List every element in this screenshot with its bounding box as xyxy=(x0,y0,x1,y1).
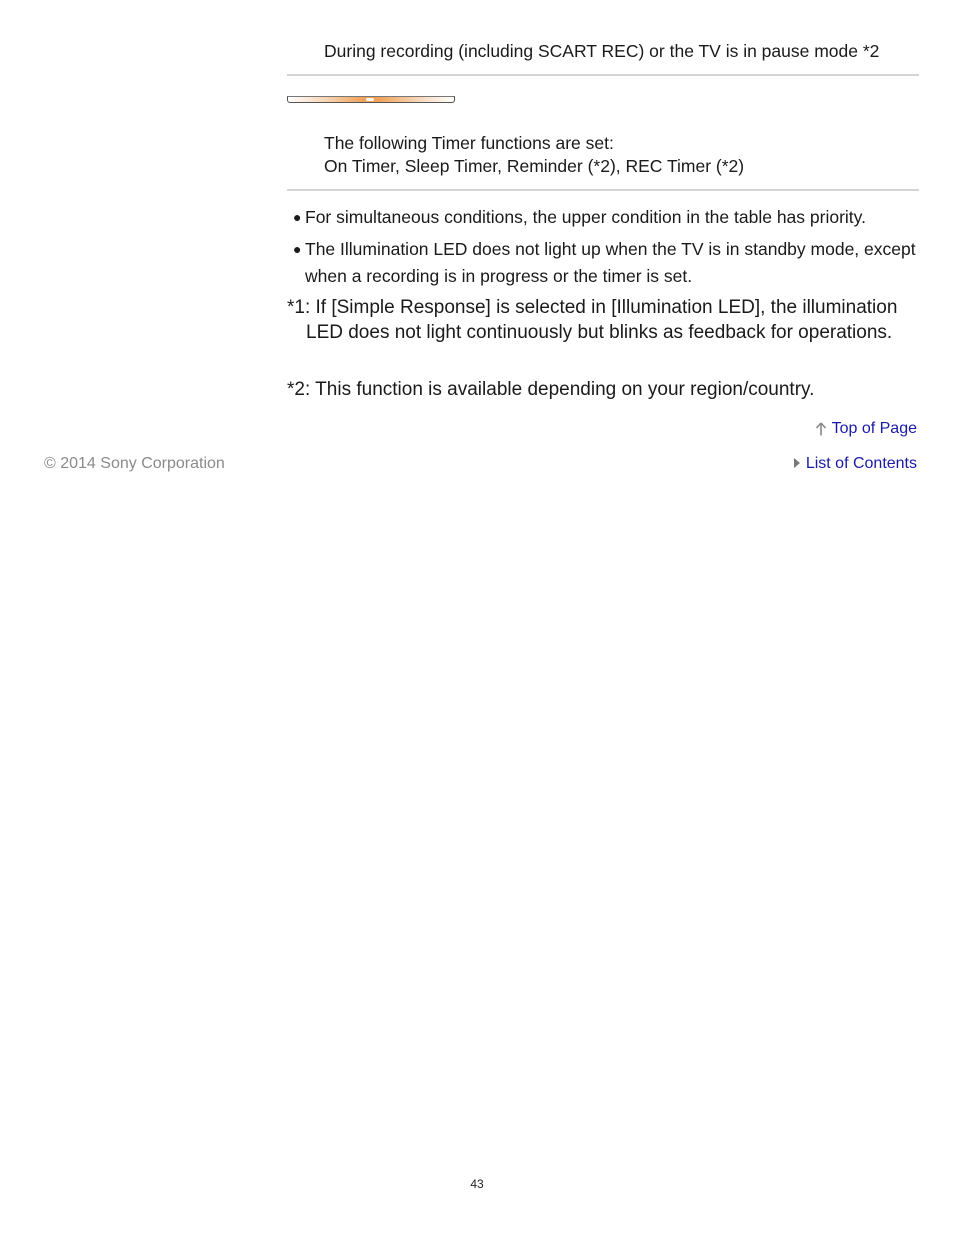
note-item: ● The Illumination LED does not light up when the TV is in standby mode, except when a recording is in progress or the timer is set. xyxy=(293,236,919,290)
table-bottom-divider xyxy=(287,189,919,191)
led-light-dot xyxy=(366,98,374,101)
footnote-1: *1: If [Simple Response] is selected in [Illumination LED], the illumination LED does not light continuously but blinks as feedback for operations. xyxy=(287,297,898,343)
table-row-divider xyxy=(287,74,919,76)
bullet-icon: ● xyxy=(293,209,302,225)
list-of-contents-label[interactable]: List of Contents xyxy=(805,455,917,472)
copyright: © 2014 Sony Corporation xyxy=(44,455,225,472)
list-of-contents-link[interactable] xyxy=(793,455,917,473)
note-item: ● For simultaneous conditions, the upper condition in the table has priority. xyxy=(293,204,919,231)
pause-mode-condition: During recording (including SCART REC) or the TV is in pause mode *2 xyxy=(324,41,880,61)
footnote-2: *2: This function is available depending on your region/country. xyxy=(287,379,815,400)
top-of-page-label[interactable]: Top of Page xyxy=(831,420,917,437)
page-number: 43 xyxy=(470,1177,484,1191)
right-triangle-icon xyxy=(793,457,801,469)
bullet-icon: ● xyxy=(293,241,302,257)
illumination-led-image xyxy=(287,96,455,103)
top-of-page-link[interactable] xyxy=(815,420,917,438)
timer-condition-line1: The following Timer functions are set: xyxy=(324,133,614,153)
up-arrow-icon xyxy=(815,422,827,436)
timer-condition-line2: On Timer, Sleep Timer, Reminder (*2), REC Timer (*2) xyxy=(324,156,745,176)
